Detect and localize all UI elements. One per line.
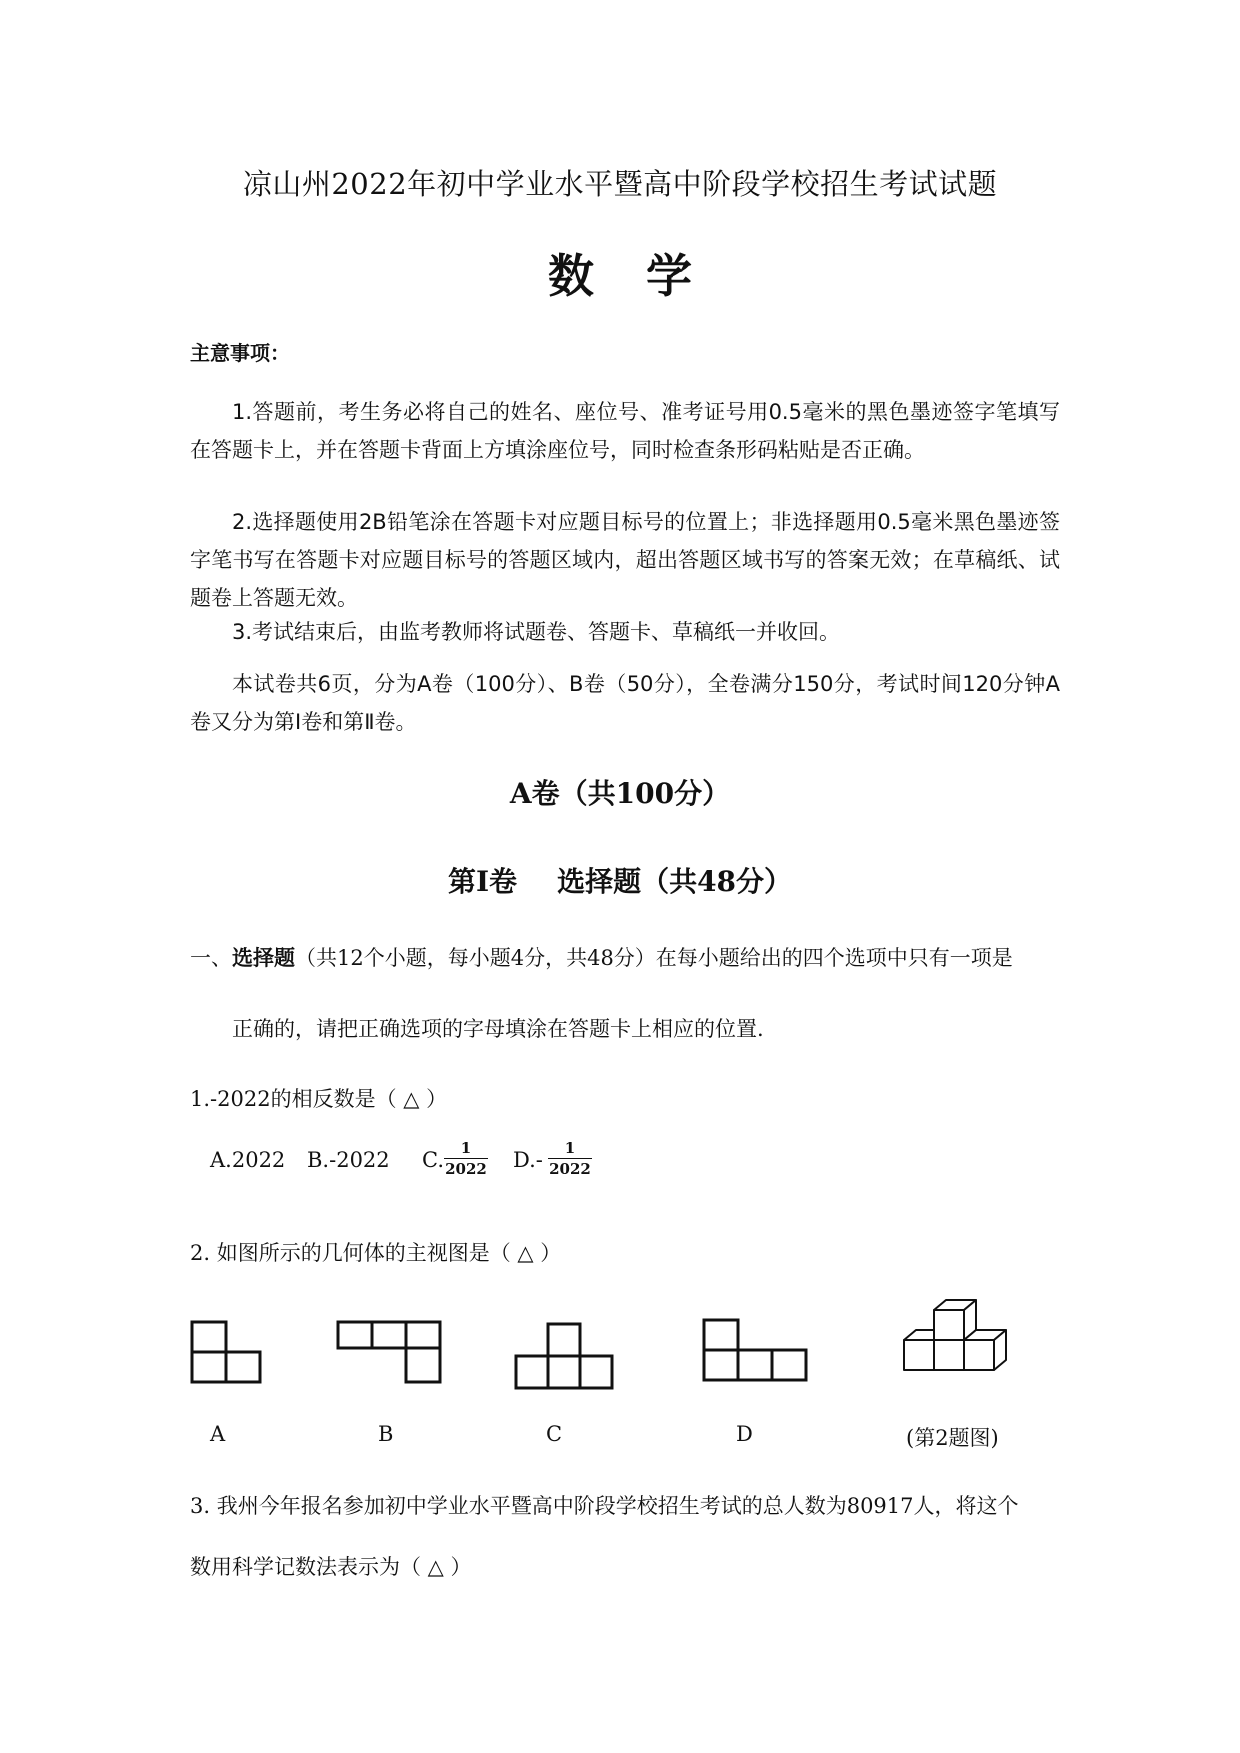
- q2-label-b: B: [378, 1422, 394, 1446]
- exam-title: 凉山州2022年初中学业水平暨高中阶段学校招生考试试题: [242, 167, 998, 201]
- notice-heading: 主意事项：: [190, 341, 290, 365]
- q3-stem-line-1: 3. 我州今年报名参加初中学业水平暨高中阶段学校招生考试的总人数为80917人，将这个: [190, 1494, 1019, 1518]
- q1-option-c-fraction: [444, 1138, 488, 1179]
- part-1-label: 第Ⅰ卷: [447, 865, 518, 898]
- q2-label-d: D: [736, 1422, 753, 1446]
- instructions-bold: 选择题: [232, 945, 295, 970]
- q1-option-c-numerator: 1: [444, 1138, 488, 1159]
- q2-figure-a: [188, 1318, 268, 1388]
- q2-label-c: C: [546, 1422, 563, 1446]
- q2-figure-d: [700, 1316, 812, 1386]
- instructions-prefix: 一、: [190, 946, 232, 970]
- q2-stem: 2. 如图所示的几何体的主视图是（ △ ）: [190, 1241, 562, 1265]
- q2-3d-figure: [900, 1296, 1012, 1386]
- q3-stem-line-2: 数用科学记数法表示为（ △ ）: [190, 1555, 472, 1579]
- q2-figure-caption: (第2题图): [906, 1426, 999, 1450]
- part-1-heading: [0, 860, 1240, 900]
- q2-figure-b: [334, 1318, 444, 1388]
- notice-item-3: 3.考试结束后，由监考教师将试题卷、答题卡、草稿纸一并收回。: [232, 620, 841, 644]
- instructions-line-1: [190, 942, 1013, 972]
- q1-option-b: B.-2022: [307, 1148, 390, 1172]
- q2-label-a: A: [210, 1422, 226, 1446]
- part-1-title: 选择题（共48分）: [557, 865, 793, 898]
- notice-item-1: 1.答题前，考生务必将自己的姓名、座位号、准考证号用0.5毫米的黑色墨迹签字笔填写在答题卡上，并在答题卡背面上方填涂座位号，同时检查条形码粘贴是否正确。: [190, 400, 1060, 462]
- q1-stem: 1.-2022的相反数是（ △ ）: [190, 1087, 448, 1111]
- section-a-heading: A卷（共100分）: [509, 777, 731, 810]
- instructions-line-2: 正确的，请把正确选项的字母填涂在答题卡上相应的位置.: [232, 1017, 764, 1041]
- q1-option-d-prefix: D.-: [513, 1148, 543, 1172]
- q1-options: [210, 1139, 610, 1208]
- notice-item-4: 本试卷共6页，分为A卷（100分）、B卷（50分），全卷满分150分，考试时间120分钟A卷又分为第Ⅰ卷和第Ⅱ卷。: [190, 672, 1060, 734]
- instructions-rest: （共12个小题，每小题4分，共48分）在每小题给出的四个选项中只有一项是: [295, 946, 1013, 970]
- q1-option-a: A.2022: [210, 1148, 286, 1172]
- q1-option-d-denominator: 2022: [549, 1160, 591, 1178]
- notice-item-2: 2.选择题使用2B铅笔涂在答题卡对应题目标号的位置上；非选择题用0.5毫米黑色墨迹签字笔书写在答题卡对应题目标号的答题区域内，超出答题区域书写的答案无效；在草稿纸、试题卷上答题无效。: [190, 510, 1060, 610]
- q2-figure-c: [510, 1320, 620, 1392]
- q1-option-c-denominator: 2022: [445, 1160, 487, 1178]
- q1-option-c-prefix: C.: [422, 1148, 444, 1172]
- q1-option-d-numerator: 1: [548, 1138, 592, 1159]
- q1-option-d-fraction: [548, 1138, 592, 1179]
- subject-title: 数学: [548, 249, 744, 303]
